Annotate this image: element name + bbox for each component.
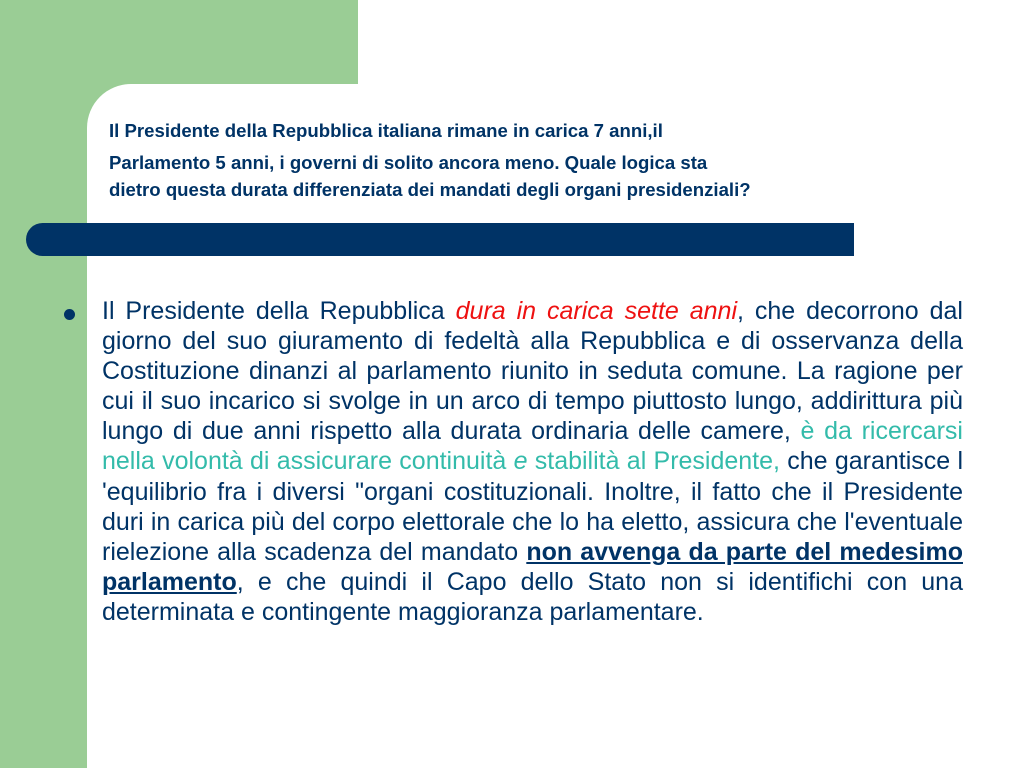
highlight-red-term: dura in carica sette anni <box>455 297 738 325</box>
highlight-teal-2: stabilità al Presidente, <box>527 447 780 476</box>
highlight-teal-e: e <box>513 447 528 476</box>
body-text-1: Il Presidente della Repubblica <box>102 297 456 325</box>
title-line-2: Parlamento 5 anni, i governi di solito ancora meno. Quale logica sta <box>109 152 708 173</box>
title-divider-bar <box>26 223 854 256</box>
bullet-dot-icon <box>64 309 75 320</box>
title-line-1: Il Presidente della Repubblica italiana rimane in carica 7 anni,il <box>109 120 663 141</box>
highlight-teal-1: è da ricercarsi nella volontà di assicurare continuità <box>102 417 963 476</box>
emphasis-underlined: non avvenga da parte del medesimo parlamento <box>102 537 963 596</box>
bullet-paragraph <box>102 296 963 627</box>
slide-title <box>109 117 949 203</box>
body-text-4: , e che quindi il Capo dello Stato non si identifichi con una determinata e contingente maggioranza parlamentare. <box>102 567 963 626</box>
body-text-2: , che decorrono dal giorno del suo giuramento di fedeltà alla Repubblica e di osservanza della Costituzione dinanzi al parlamento riunito in seduta comune. La ragione per cui il suo incarico si svolge in un arco di tempo piuttosto lungo, addirittura più lungo di due anni rispetto alla durata ordinaria delle camere, <box>102 297 963 446</box>
title-line-3: dietro questa durata differenziata dei mandati degli organi presidenziali? <box>109 179 751 200</box>
body-text-3: che garantisce l 'equilibrio fra i diversi "organi costituzionali. Inoltre, il fatto che il Presidente duri in carica più del corpo elettorale che lo ha eletto, assicura che l'eventuale rielezione alla scadenza del mandato <box>102 447 963 566</box>
